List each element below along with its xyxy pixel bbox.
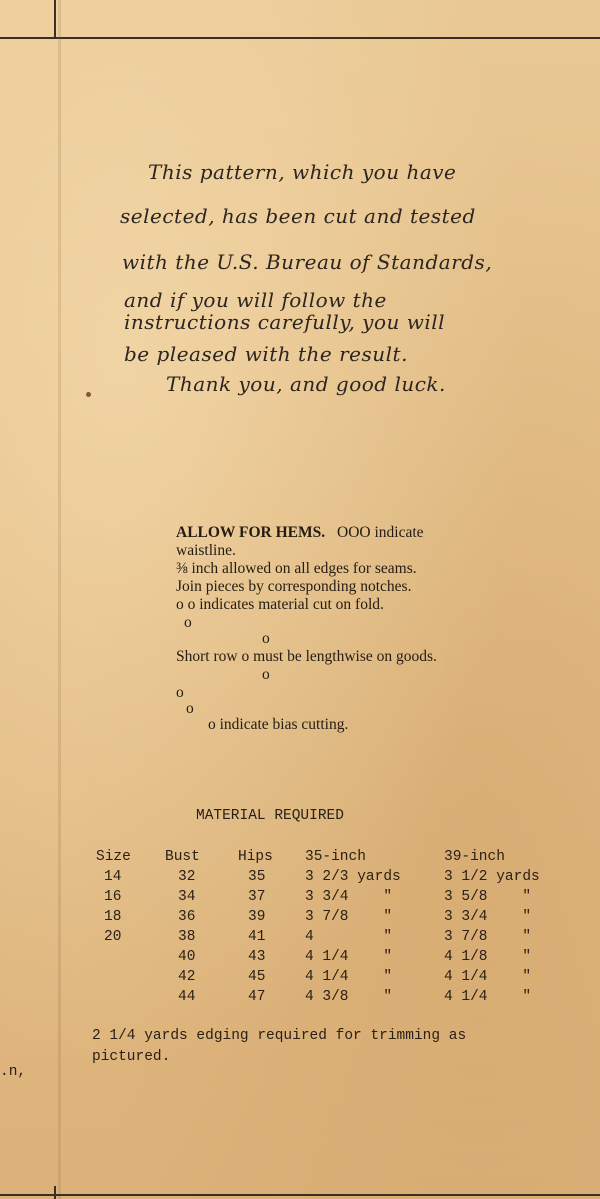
table-cell-hips: 39	[248, 909, 266, 925]
bottom-border-rule	[0, 1194, 600, 1196]
table-cell-39: 3 1/2 yards	[444, 869, 540, 885]
table-cell-hips: 43	[248, 949, 266, 965]
table-cell-35: 3 7/8 "	[305, 909, 393, 925]
waistline-text: waistline.	[176, 542, 236, 559]
table-cell-bust: 36	[178, 909, 196, 925]
table-cell-39: 3 7/8 "	[444, 929, 532, 945]
hems-waistline-mark: OOO indicate	[337, 524, 424, 541]
handwritten-line: be pleased with the result.	[124, 342, 408, 366]
hems-heading: ALLOW FOR HEMS.	[176, 524, 326, 541]
bias-mark-2: o	[186, 700, 194, 717]
seam-allowance-text: ⅜ inch allowed on all edges for seams.	[176, 560, 417, 577]
table-cell-bust: 38	[178, 929, 196, 945]
table-cell-35: 4 1/4 "	[305, 949, 393, 965]
header-39-inch: 39-inch	[444, 849, 505, 865]
bias-mark-1: o	[176, 684, 184, 701]
header-bust: Bust	[165, 849, 200, 865]
edging-note-line-2: pictured.	[92, 1049, 171, 1065]
table-cell-hips: 45	[248, 969, 266, 985]
table-cell-39: 4 1/4 "	[444, 969, 532, 985]
bias-text: o indicate bias cutting.	[208, 716, 349, 733]
handwritten-line: Thank you, and good luck.	[166, 372, 446, 396]
table-cell-35: 4 1/4 "	[305, 969, 393, 985]
handwritten-line: with the U.S. Bureau of Standards,	[122, 250, 493, 274]
table-cell-39: 4 1/8 "	[444, 949, 532, 965]
table-cell-size: 16	[104, 889, 122, 905]
header-size: Size	[96, 849, 131, 865]
short-row-text: must be lengthwise on goods.	[253, 648, 437, 665]
short-row-label: Short row	[176, 648, 238, 665]
header-35-inch: 35-inch	[305, 849, 366, 865]
table-cell-39: 3 5/8 "	[444, 889, 532, 905]
table-cell-size: 20	[104, 929, 122, 945]
handwritten-line: and if you will follow the	[124, 288, 387, 312]
material-title: MATERIAL REQUIRED	[196, 808, 344, 824]
table-cell-hips: 35	[248, 869, 266, 885]
table-cell-bust: 40	[178, 949, 196, 965]
table-cell-35: 3 3/4 "	[305, 889, 393, 905]
fold-text: o o indicates material cut on fold.	[176, 596, 384, 613]
short-row-mark-bottom: o	[262, 666, 270, 683]
table-cell-35: 4 "	[305, 929, 393, 945]
short-row-mark: o	[241, 648, 250, 665]
table-cell-bust: 32	[178, 869, 196, 885]
table-cell-bust: 44	[178, 989, 196, 1005]
fold-mark-o: o	[184, 614, 192, 631]
table-cell-35: 3 2/3 yards	[305, 869, 401, 885]
handwritten-line: This pattern, which you have	[148, 160, 457, 184]
edging-note-line-1: 2 1/4 yards edging required for trimming as	[92, 1028, 467, 1044]
table-cell-size: 14	[104, 869, 122, 885]
handwritten-line: selected, has been cut and tested	[120, 204, 476, 228]
table-cell-hips: 37	[248, 889, 266, 905]
table-cell-bust: 34	[178, 889, 196, 905]
edging-note	[92, 1026, 466, 1068]
table-cell-bust: 42	[178, 969, 196, 985]
short-row-mark-top: o	[262, 630, 270, 647]
table-cell-39: 4 1/4 "	[444, 989, 532, 1005]
notches-text: Join pieces by corresponding notches.	[176, 578, 412, 595]
bottom-border-tick	[54, 1186, 56, 1199]
cut-off-text-fragment: .n,	[0, 1064, 27, 1080]
handwritten-line: instructions carefully, you will	[124, 310, 446, 334]
header-hips: Hips	[238, 849, 273, 865]
table-cell-39: 3 3/4 "	[444, 909, 532, 925]
table-cell-35: 4 3/8 "	[305, 989, 393, 1005]
table-cell-hips: 41	[248, 929, 266, 945]
table-cell-size: 18	[104, 909, 122, 925]
table-cell-hips: 47	[248, 989, 266, 1005]
